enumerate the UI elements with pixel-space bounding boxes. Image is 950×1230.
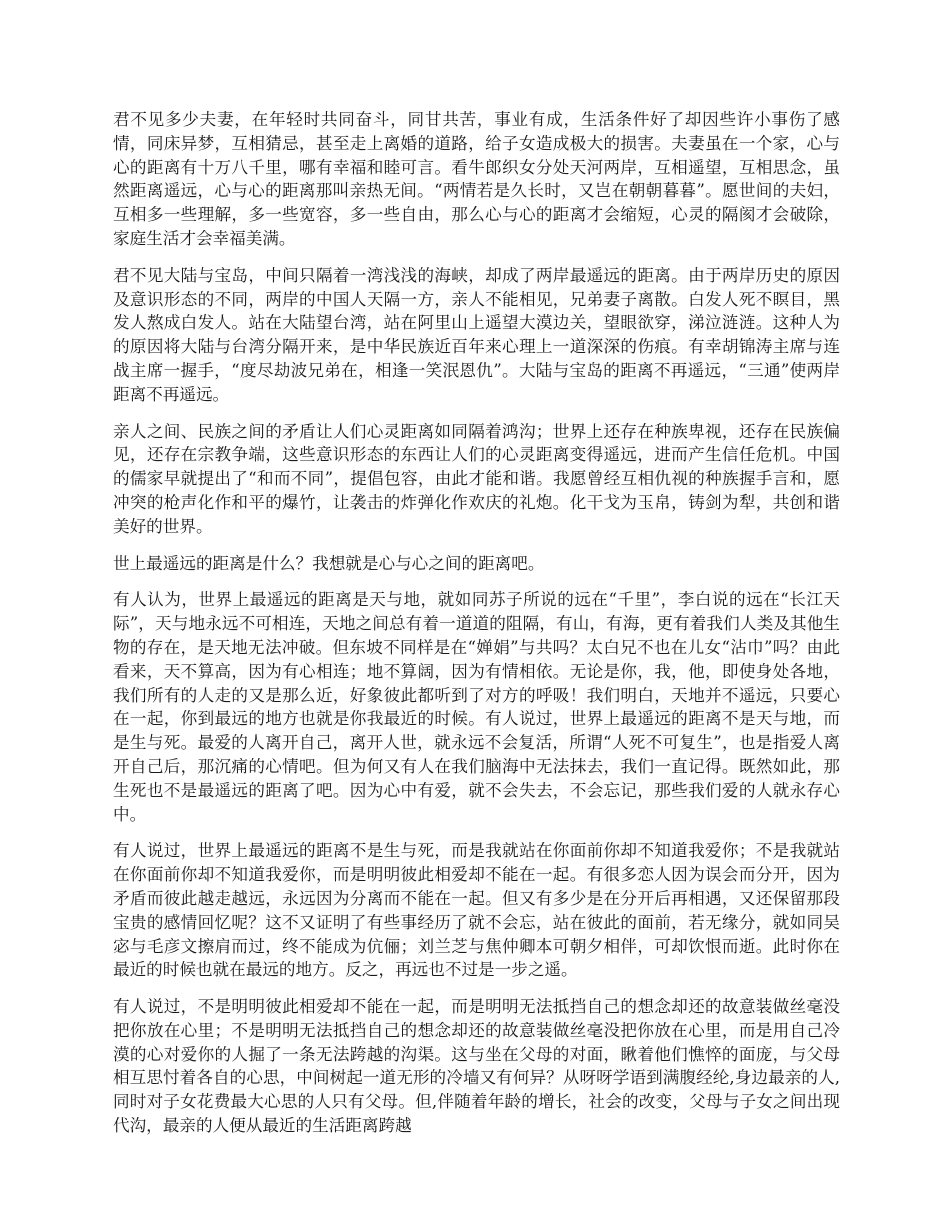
paragraph-7: 有人说过，不是明明彼此相爱却不能在一起，而是明明无法抵挡自己的想念却还的故意装做丝毫没把你放在心里；不是明明无法抵挡自己的想念却还的故意装做丝毫没把你放在心里，而是用自己冷漠的心对爱你的人掘了一条无法跨越的沟渠。这与坐在父母的对面，瞅着他们憔悴的面庞，与父母相互思忖着各自的心思，中间树起一道无形的冷墙又有何异？从呀呀学语到满腹经纶,身边最亲的人,同时对子女花费最大心思的人只有父母。但,伴随着年龄的增长，社会的改变，父母与子女之间出现代沟，最亲的人便从最近的生活距离跨越 — [113, 997, 840, 1136]
paragraph-4: 世上最遥远的距离是什么？我想就是心与心之间的距离吧。 — [113, 553, 545, 573]
paragraph-6: 有人说过，世界上最遥远的距离不是生与死，而是我就站在你面前你却不知道我爱你；不是我就站在你面前你却不知道我爱你，而是明明彼此相爱却不能在一起。有很多恋人因为误会而分开，因为矛盾而彼此越走越远，永远因为分离而不能在一起。但又有多少是在分开后再相遇，又还保留那段宝贵的感情回忆呢？这不又证明了有些事经历了就不会忘，站在彼此的面前，若无缘分，就如同吴宓与毛彦文擦肩而过，终不能成为伉俪；刘兰芝与焦仲卿本可朝夕相伴，可却饮恨而逝。此时你在最近的时候也就在最远的地方。反之，再远也不过是一步之遥。 — [113, 841, 840, 980]
paragraph-1: 君不见多少夫妻，在年轻时共同奋斗，同甘共苦，事业有成，生活条件好了却因些许小事伤了感情，同床异梦，互相猜忌，甚至走上离婚的道路，给子女造成极大的损害。夫妻虽在一个家，心与心的距离有十万八千里，哪有幸福和睦可言。看牛郎织女分处天河两岸，互相遥望，互相思念，虽然距离遥远，心与心的距离那叫亲热无间。“两情若是久长时，又岂在朝朝暮暮”。愿世间的夫妇，互相多一些理解，多一些宽容，多一些自由，那么心与心的距离才会缩短，心灵的隔阂才会破除，家庭生活才会幸福美满。 — [113, 110, 840, 248]
paragraph-3: 亲人之间、民族之间的矛盾让人们心灵距离如同隔着鸿沟；世界上还存在种族卑视，还存在民族偏见，还存在宗教争端，这些意识形态的东西让人们的心灵距离变得遥远，进而产生信任危机。中国的儒家早就提出了“和而不同”，提倡包容，由此才能和谐。我愿曾经互相仇视的种族握手言和，愿冲突的枪声化作和平的爆竹，让袭击的炸弹化作欢庆的礼炮。化干戈为玉帛，铸剑为犁，共创和谐美好的世界。 — [113, 421, 840, 536]
paragraph-2: 君不见大陆与宝岛，中间只隔着一湾浅浅的海峡，却成了两岸最遥远的距离。由于两岸历史的原因及意识形态的不同，两岸的中国人天隔一方，亲人不能相见，兄弟妻子离散。白发人死不瞑目，黑发人熬成白发人。站在大陆望台湾，站在阿里山上遥望大漠边关，望眼欲穿，涕泣涟涟。这种人为的原因将大陆与台湾分隔开来，是中华民族近百年来心理上一道深深的伤痕。有幸胡锦涛主席与连战主席一握手，“度尽劫波兄弟在，相逢一笑泯恩仇”。大陆与宝岛的距离不再遥远，“三通”使两岸距离不再遥远。 — [113, 265, 840, 404]
paragraph-5: 有人认为，世界上最遥远的距离是天与地，就如同苏子所说的远在“千里”，李白说的远在“长江天际”，天与地永远不可相连，天地之间总有着一道道的阻隔，有山，有海，更有着我们人类及其他生物的存在，是天地无法冲破。但东坡不同样是在“婵娟”与共吗？太白兄不也在儿女“沾巾”吗？由此看来，天不算高，因为有心相连；地不算阔，因为有情相依。无论是你，我，他，即使身处各地，我们所有的人走的又是那么近，好象彼此都听到了对方的呼吸！我们明白，天地并不遥远，只要心在一起，你到最远的地方也就是你我最近的时候。有人说过，世界上最遥远的距离不是天与地，而是生与死。最爱的人离开自己，离开人世，就永远不会复活，所谓“人死不可复生”，也是指爱人离开自己后，那沉痛的心情吧。但为何又有人在我们脑海中无法抹去，我们一直记得。既然如此，那生死也不是最遥远的距离了吧。因为心中有爱，就不会失去，不会忘记，那些我们爱的人就永存心中。 — [113, 590, 840, 824]
document-page — [113, 108, 840, 1151]
